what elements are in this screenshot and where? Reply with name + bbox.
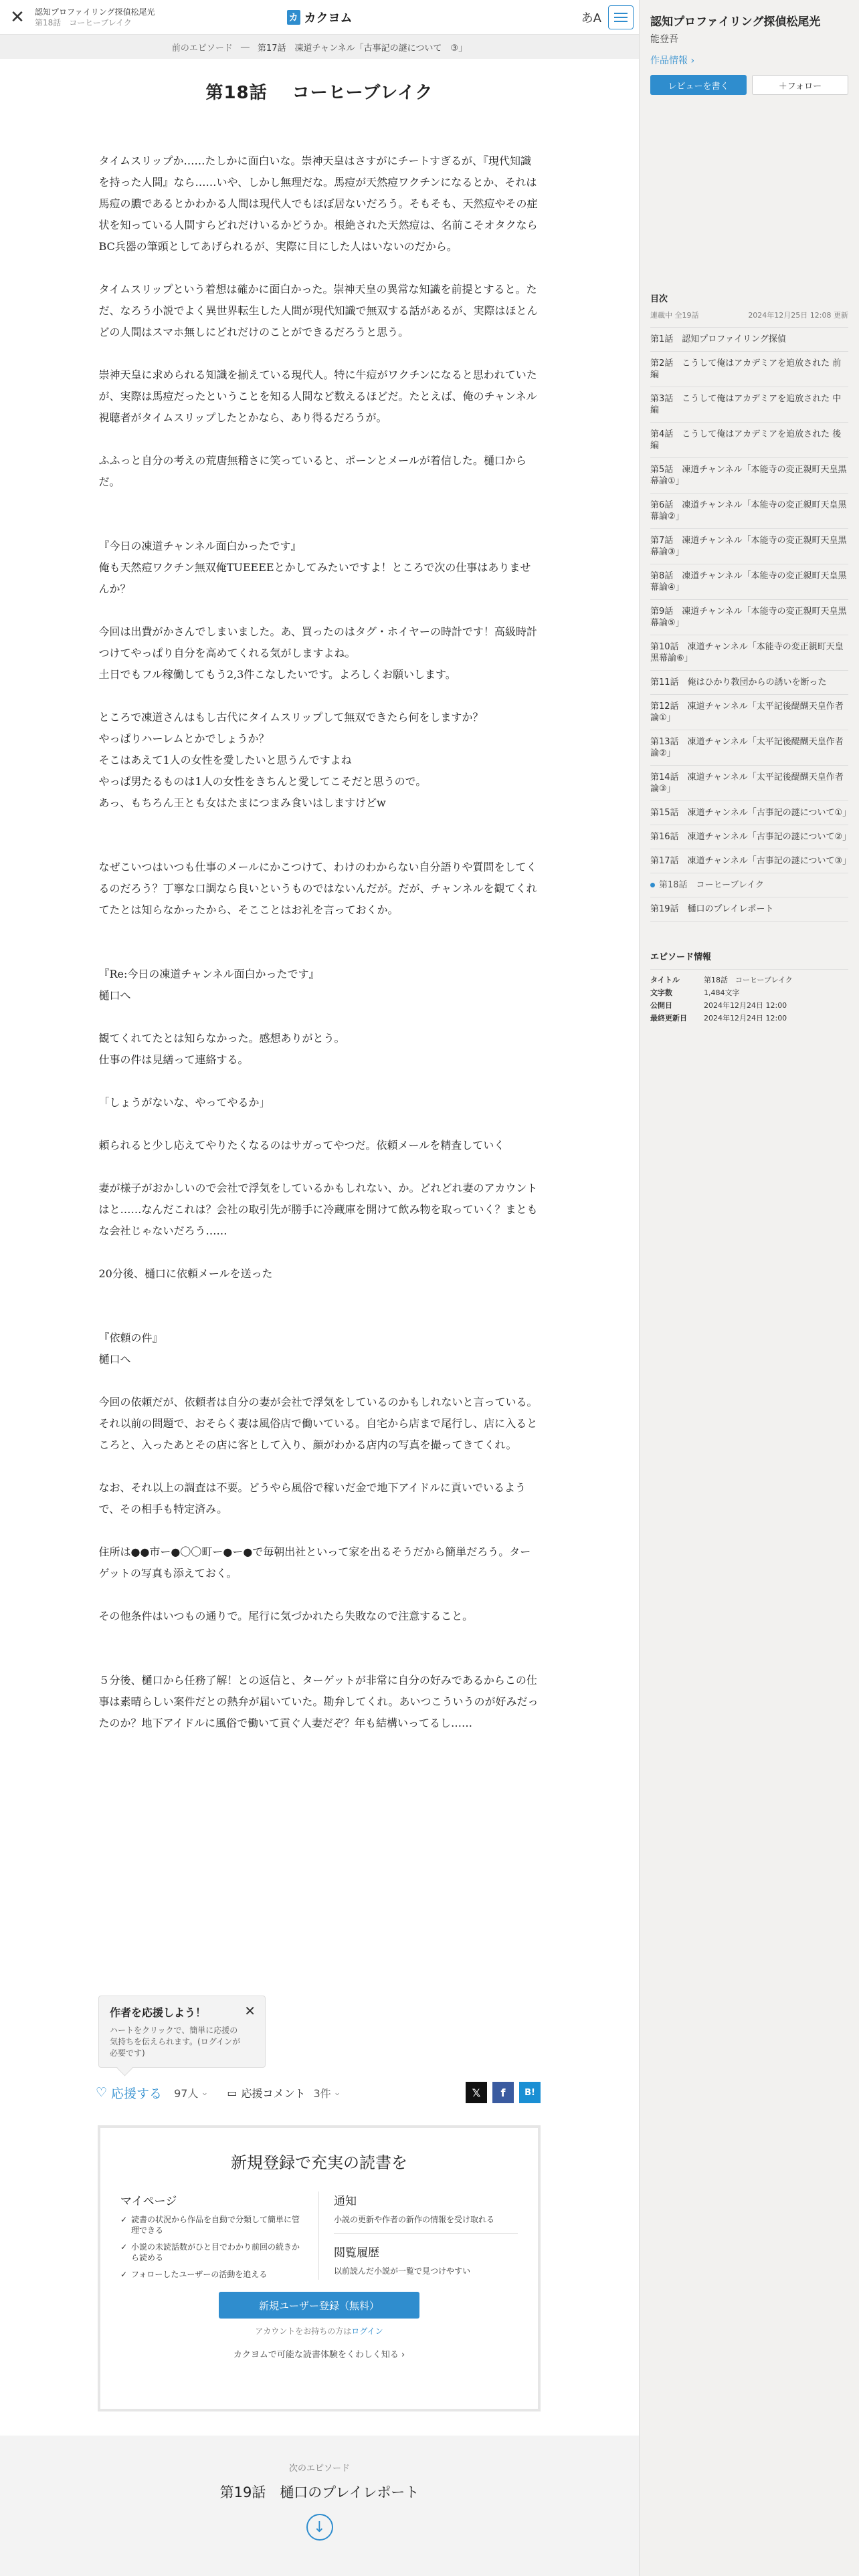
body-paragraph: 『今日の凍道チャンネル面白かったです』	[98, 540, 302, 552]
logo-mark-icon: カ	[287, 10, 300, 25]
toc-item-label: 第13話 凍道チャンネル「太平記後醍醐天皇作者論②」	[650, 737, 844, 758]
info-value: 1,484文字	[704, 988, 740, 997]
toc-item[interactable]	[650, 600, 848, 635]
toc-item-label: 第4話 こうして俺はアカデミアを追放された 後編	[650, 429, 842, 451]
body-paragraph: 『Re:今日の凍道チャンネル面白かったです』	[98, 968, 320, 980]
toc-item[interactable]	[650, 695, 848, 730]
body-paragraph: タイムスリップか……たしかに面白いな。崇神天皇はさすがにチートすぎるが、『現代知識を持った人間』なら……いや、しかし無理だな。馬痘が天然痘ワクチンになるとか、それは馬痘の膿であるとかわかる人間は現代人でもほぼ居ないだろう。そもそも、天然痘やその症状を知っている人間すらどれだけいるかどうか。根絶された天然痘は、名前こそオタクならBC兵器の筆頭としてあげられるが、実際に目にした人はいないのだから。	[98, 154, 538, 253]
side-panel	[639, 0, 859, 2576]
menu-button[interactable]	[608, 5, 634, 29]
body-paragraph	[99, 514, 541, 536]
body-paragraph: タイムスリップという着想は確かに面白かった。崇神天皇の異常な知識を前提とすると。ただ、なろう小説でよく異世界転生した人間が現代知識で無双する話があるが、実際はほとんどの人間はスマホ無しにどれだけのことができるだろうと思う。	[98, 283, 538, 338]
cheer-tooltip-title: 作者を応援しよう！	[110, 2006, 207, 2019]
header-episode-subtitle: 第18話 コーヒーブレイク	[35, 17, 132, 27]
work-info-link[interactable]: 作品情報 ›	[650, 56, 695, 66]
comment-label: 応援コメント	[241, 2086, 306, 2100]
signup-features	[120, 2191, 518, 2280]
history-heading: 閲覧履歴	[334, 2246, 379, 2260]
signup-button[interactable]: 新規ユーザー登録（無料）	[219, 2292, 419, 2319]
info-key: 最終更新日	[650, 1014, 687, 1023]
prev-episode-title[interactable]: 第17話 凍道チャンネル「古事記の謎について ③」	[257, 43, 468, 53]
toc-item[interactable]	[650, 849, 852, 873]
current-dot-icon	[650, 883, 655, 887]
body-paragraph: 観てくれてたとは知らなかった。感想ありがとう。	[98, 1032, 345, 1045]
body-paragraph: ふふっと自分の考えの荒唐無稽さに笑っていると、ポーンとメールが着信した。樋口からだ。	[98, 454, 527, 488]
toc-updated: 2024年12月25日 12:08 更新	[748, 311, 848, 320]
toc-item-label: 第8話 凍道チャンネル「本能寺の変正親町天皇黒幕論④」	[650, 571, 847, 593]
info-key: 文字数	[650, 988, 672, 997]
toc-item[interactable]	[650, 766, 848, 801]
hamburger-icon-line	[614, 17, 628, 18]
body-paragraph	[99, 1071, 541, 1092]
toc-item[interactable]	[650, 328, 848, 352]
info-value: 第18話 コーヒーブレイク	[704, 976, 793, 984]
body-paragraph	[99, 921, 541, 942]
comment-icon: ▭	[227, 2086, 237, 2099]
body-paragraph	[99, 1456, 541, 1477]
side-work-title[interactable]: 認知プロファイリング探偵松尾光	[650, 15, 821, 29]
arrow-down-icon[interactable]: ↓	[306, 2514, 333, 2541]
body-paragraph	[99, 1370, 541, 1392]
body-paragraph: 俺も天然痘ワクチン無双俺TUEEEEとかしてみたいですよ！ところで次の仕事はありませんか？	[98, 561, 531, 595]
toc-item[interactable]	[650, 730, 848, 766]
mypage-feature	[120, 2191, 319, 2280]
toc-item-label: 第12話 凍道チャンネル「太平記後醍醐天皇作者論①」	[650, 702, 844, 723]
cheer-tooltip-desc: ハートをクリックで、簡単に応援の気持ちを伝えられます。(ログインが必要です)	[110, 2026, 241, 2058]
comment-button[interactable]	[227, 2085, 305, 2101]
body-paragraph: 樋口へ	[98, 1353, 131, 1366]
episode-body	[99, 150, 541, 1734]
cheer-count[interactable]: 97人	[174, 2086, 199, 2100]
header-titles	[35, 7, 155, 28]
episode-info-row	[650, 1012, 848, 1025]
body-paragraph: 「しょうがないな、やってやるか」	[98, 1096, 270, 1109]
toc-item-label: 第16話 凍道チャンネル「古事記の謎について②」	[650, 832, 852, 842]
toc-item[interactable]	[650, 801, 852, 825]
episode-info-row	[650, 999, 848, 1012]
side-buttons	[650, 75, 848, 95]
close-icon[interactable]: ✕	[244, 2003, 256, 2019]
toc-item-label: 第19話 樋口のプレイレポート	[650, 904, 774, 914]
notify-desc: 小説の更新や作者の新作の情報を受け取れる	[334, 2215, 495, 2224]
cheer-button[interactable]	[96, 2084, 162, 2102]
toc-item-label: 第1話 認知プロファイリング探偵	[650, 334, 786, 344]
body-paragraph	[99, 1285, 541, 1306]
body-paragraph: 住所は●●市ー●〇〇町ー●ー●で毎朝出社といって家を出るそうだから簡単だろう。ターゲットの写真も添えておく。	[98, 1545, 531, 1580]
info-key: タイトル	[650, 976, 680, 984]
share-hatena-icon[interactable]: B!	[519, 2082, 541, 2103]
header-right-controls	[581, 5, 634, 29]
font-settings-button[interactable]: あA	[581, 11, 601, 25]
body-paragraph	[99, 1156, 541, 1178]
toc-item-label: 第6話 凍道チャンネル「本能寺の変正親町天皇黒幕論②」	[650, 500, 847, 522]
body-paragraph	[99, 257, 541, 279]
body-paragraph	[99, 1006, 541, 1028]
body-paragraph: 土日でもフル稼働してもう2,3件こなしたいです。よろしくお願いします。	[98, 668, 456, 681]
toc-item-label: 第15話 凍道チャンネル「古事記の謎について①」	[650, 808, 852, 818]
body-paragraph: 今回の依頼だが、依頼者は自分の妻が会社で浮気をしているのかもしれないと言っている。それ以前の問題で、おそらく妻は風俗店で働いている。自宅から店まで尾行し、店に入るところと、入ったあとその店に客として入り、顔がわかる店内の写真を撮ってきてくれ。	[98, 1396, 538, 1451]
body-paragraph: やっぱりハーレムとかでしょうか？	[98, 732, 270, 745]
mypage-item: ✓ フォローしたユーザーの活動を追える	[120, 2269, 304, 2280]
body-paragraph: ５分後、樋口から任務了解！との返信と、ターゲットが非常に自分の好みであるからこの仕事は素晴らしい案件だとの熱弁が届いていた。勘弁してくれ。あいつこういうのが好みだったのか？地下アイドルに風俗で働いて貢ぐ人妻だぞ？年も結構いってるし……	[98, 1674, 539, 1729]
login-prompt-text: アカウントをお持ちの方は	[255, 2327, 352, 2336]
body-paragraph	[99, 1584, 541, 1606]
notify-heading: 通知	[334, 2195, 357, 2208]
side-author[interactable]: 能登吾	[650, 34, 678, 45]
episode-info-heading: エピソード情報	[650, 950, 848, 970]
toc-item-label: 第3話 こうして俺はアカデミアを追放された 中編	[650, 394, 842, 415]
close-icon[interactable]: ✕	[10, 7, 25, 27]
body-paragraph	[99, 600, 541, 621]
body-paragraph	[99, 685, 541, 707]
body-paragraph: なぜこいつはいつも仕事のメールにかこつけて、わけのわからない自分語りや質問をしてくるのだろう？丁寧な口調なら良いというものではないんだが。だが、チャンネルを観てくれてたとは知らなかったから、そこことはお礼を言っておくか。	[98, 861, 537, 916]
episode-main	[0, 59, 639, 1734]
info-value: 2024年12月24日 12:00	[704, 1001, 787, 1010]
body-paragraph	[99, 1648, 541, 1670]
body-paragraph	[99, 1113, 541, 1135]
mypage-item: ✓ 小説の未読話数がひと目でわかり前回の続きから読める	[120, 2242, 304, 2263]
follow-button[interactable]: ＋フォロー	[752, 75, 848, 95]
toc-item[interactable]	[650, 635, 848, 671]
body-paragraph	[99, 835, 541, 857]
body-paragraph: その他条件はいつもの通りで。尾行に気づかれたら失敗なので注意すること。	[98, 1610, 474, 1622]
prev-episode-link[interactable]: 前のエピソード	[171, 43, 233, 53]
toc-item[interactable]	[650, 825, 852, 849]
hamburger-icon	[614, 13, 628, 14]
info-key: 公開日	[650, 1001, 672, 1010]
toc-item-label: 第2話 こうして俺はアカデミアを追放された 前編	[650, 358, 842, 380]
cheer-tooltip	[98, 1996, 266, 2068]
toc-item[interactable]	[650, 387, 848, 423]
toc-item[interactable]	[650, 458, 848, 494]
body-paragraph	[99, 493, 541, 514]
toc-item-label: 第11話 俺はひかり教団からの誘いを断った	[650, 677, 827, 687]
next-episode-section	[0, 2436, 639, 2576]
body-paragraph	[99, 343, 541, 364]
body-paragraph: 妻が様子がおかしいので会社で浮気をしているかもしれない、か。どれどれ妻のアカウントはと……なんだこれは？会社の取引先が勝手に冷蔵庫を開けて飲み物を取っていく？まともな会社じゃないだろう……	[98, 1182, 538, 1237]
toc-item[interactable]	[650, 494, 848, 529]
signup-title: 新規登録で充実の読書を	[231, 2153, 407, 2172]
toc-item[interactable]	[650, 564, 848, 600]
body-paragraph: なお、それ以上の調査は不要。どうやら風俗で稼いだ金で地下アイドルに貢いでいるようで、その相手も特定済み。	[98, 1481, 527, 1515]
body-paragraph: 『依頼の件』	[98, 1331, 163, 1344]
toc-meta	[650, 310, 848, 328]
mypage-heading: マイページ	[120, 2195, 177, 2208]
body-paragraph	[99, 1242, 541, 1263]
episode-info-list	[650, 974, 848, 1025]
toc-item-label: 第18話 コーヒーブレイク	[659, 880, 764, 890]
toc-item-current[interactable]	[650, 873, 848, 897]
login-link[interactable]: ログイン	[351, 2327, 383, 2336]
episode-actions	[96, 2081, 541, 2104]
kakuyomu-logo[interactable]	[287, 9, 353, 26]
toc-item[interactable]	[650, 352, 848, 387]
mypage-item: ✓ 読書の状況から作品を自動で分類して簡単に管理できる	[120, 2214, 304, 2236]
body-paragraph: あっ、もちろん王とも女はたまにつまみ食いはしますけどw	[98, 796, 386, 809]
body-paragraph	[99, 429, 541, 450]
body-paragraph: 樋口へ	[98, 989, 131, 1002]
chevron-down-icon[interactable]: ⌄	[201, 2087, 209, 2098]
body-paragraph: 頼られると少し応えてやりたくなるのはサガってやつだ。依頼メールを精査していく	[98, 1139, 505, 1152]
toc-heading: 目次	[650, 294, 668, 304]
toc-item[interactable]	[650, 897, 848, 922]
body-paragraph: そこはあえて1人の女性を愛したいと思うんですよね	[98, 754, 352, 766]
toc-item[interactable]	[650, 423, 848, 458]
share-buttons	[466, 2082, 541, 2103]
episode-info-row	[650, 974, 848, 986]
notify-history-feature	[319, 2191, 518, 2280]
body-paragraph: 崇神天皇に求められる知識を揃えている現代人。特に牛痘がワクチンになると思われていたが、実際は馬痘だったということを知る人間など数えるほどだ。たとえば、俺のチャンネル視聴者がタイムスリップしたとかなら、あり得るだろうが。	[98, 368, 537, 424]
info-value: 2024年12月24日 12:00	[704, 1014, 787, 1023]
write-review-button[interactable]: レビューを書く	[650, 75, 747, 95]
login-prompt	[100, 2325, 538, 2337]
next-episode-label: 次のエピソード	[288, 2464, 350, 2474]
toc-item-label: 第17話 凍道チャンネル「古事記の謎について③」	[650, 856, 852, 866]
toc-item-label: 第7話 凍道チャンネル「本能寺の変正親町天皇黒幕論③」	[650, 536, 847, 557]
toc-item-label: 第10話 凍道チャンネル「本能寺の変正親町天皇黒幕論⑥」	[650, 642, 844, 663]
body-paragraph	[99, 942, 541, 964]
body-paragraph: 20分後、樋口に依頼メールを送った	[98, 1267, 273, 1280]
comment-count[interactable]: 3件	[313, 2086, 331, 2100]
toc-item-label: 第9話 凍道チャンネル「本能寺の変正親町天皇黒幕論⑤」	[650, 607, 847, 628]
body-paragraph: やっぱ男たるものは1人の女性をきちんと愛してこそだと思うので。	[98, 775, 427, 788]
episode-nav-bar	[0, 35, 639, 59]
toc-list	[650, 328, 852, 922]
body-paragraph: ところで凍道さんはもし古代にタイムスリップして無双できたら何をしますか？	[98, 711, 484, 724]
signup-promo-box	[98, 2125, 541, 2411]
share-facebook-icon[interactable]: f	[492, 2082, 514, 2103]
hamburger-icon-line	[614, 21, 628, 22]
body-paragraph	[99, 1520, 541, 1541]
toc-item[interactable]	[650, 671, 848, 695]
cheer-label: 応援する	[111, 2086, 163, 2101]
logo-text: カクヨム	[304, 11, 353, 25]
chevron-down-icon[interactable]: ⌄	[333, 2087, 341, 2098]
episode-info-row	[650, 986, 848, 999]
body-paragraph: 仕事の件は見繕って連絡する。	[98, 1053, 249, 1066]
toc-item-label: 第5話 凍道チャンネル「本能寺の変正親町天皇黒幕論①」	[650, 465, 847, 486]
header-work-title[interactable]: 認知プロファイリング探偵松尾光	[35, 7, 155, 17]
share-x-icon[interactable]: 𝕏	[466, 2082, 487, 2103]
history-desc: 以前読んだ小説が一覧で見つけやすい	[334, 2266, 471, 2276]
next-episode-title[interactable]: 第19話 樋口のプレイレポート	[219, 2484, 419, 2500]
toc-item[interactable]	[650, 529, 848, 564]
toc-item-label: 第14話 凍道チャンネル「太平記後醍醐天皇作者論③」	[650, 772, 844, 794]
history-section	[334, 2233, 518, 2276]
app-header	[0, 0, 639, 35]
body-paragraph	[99, 1627, 541, 1648]
toc-count: 連載中 全19話	[650, 311, 699, 320]
body-paragraph	[99, 814, 541, 835]
body-paragraph: 今回は出費がかさんでしまいました。あ、買ったのはタグ・ホイヤーの時計です！高級時計つけてやっぱり自分を高めてくれる気がしますよね。	[98, 625, 537, 659]
learn-more-link[interactable]: カクヨムで可能な読書体験をくわしく知る ›	[233, 2350, 405, 2360]
heart-icon: ♡	[96, 2085, 108, 2100]
episode-title: 第18話 コーヒーブレイク	[205, 83, 434, 103]
nav-separator: ―	[240, 41, 250, 52]
body-paragraph	[99, 1306, 541, 1327]
